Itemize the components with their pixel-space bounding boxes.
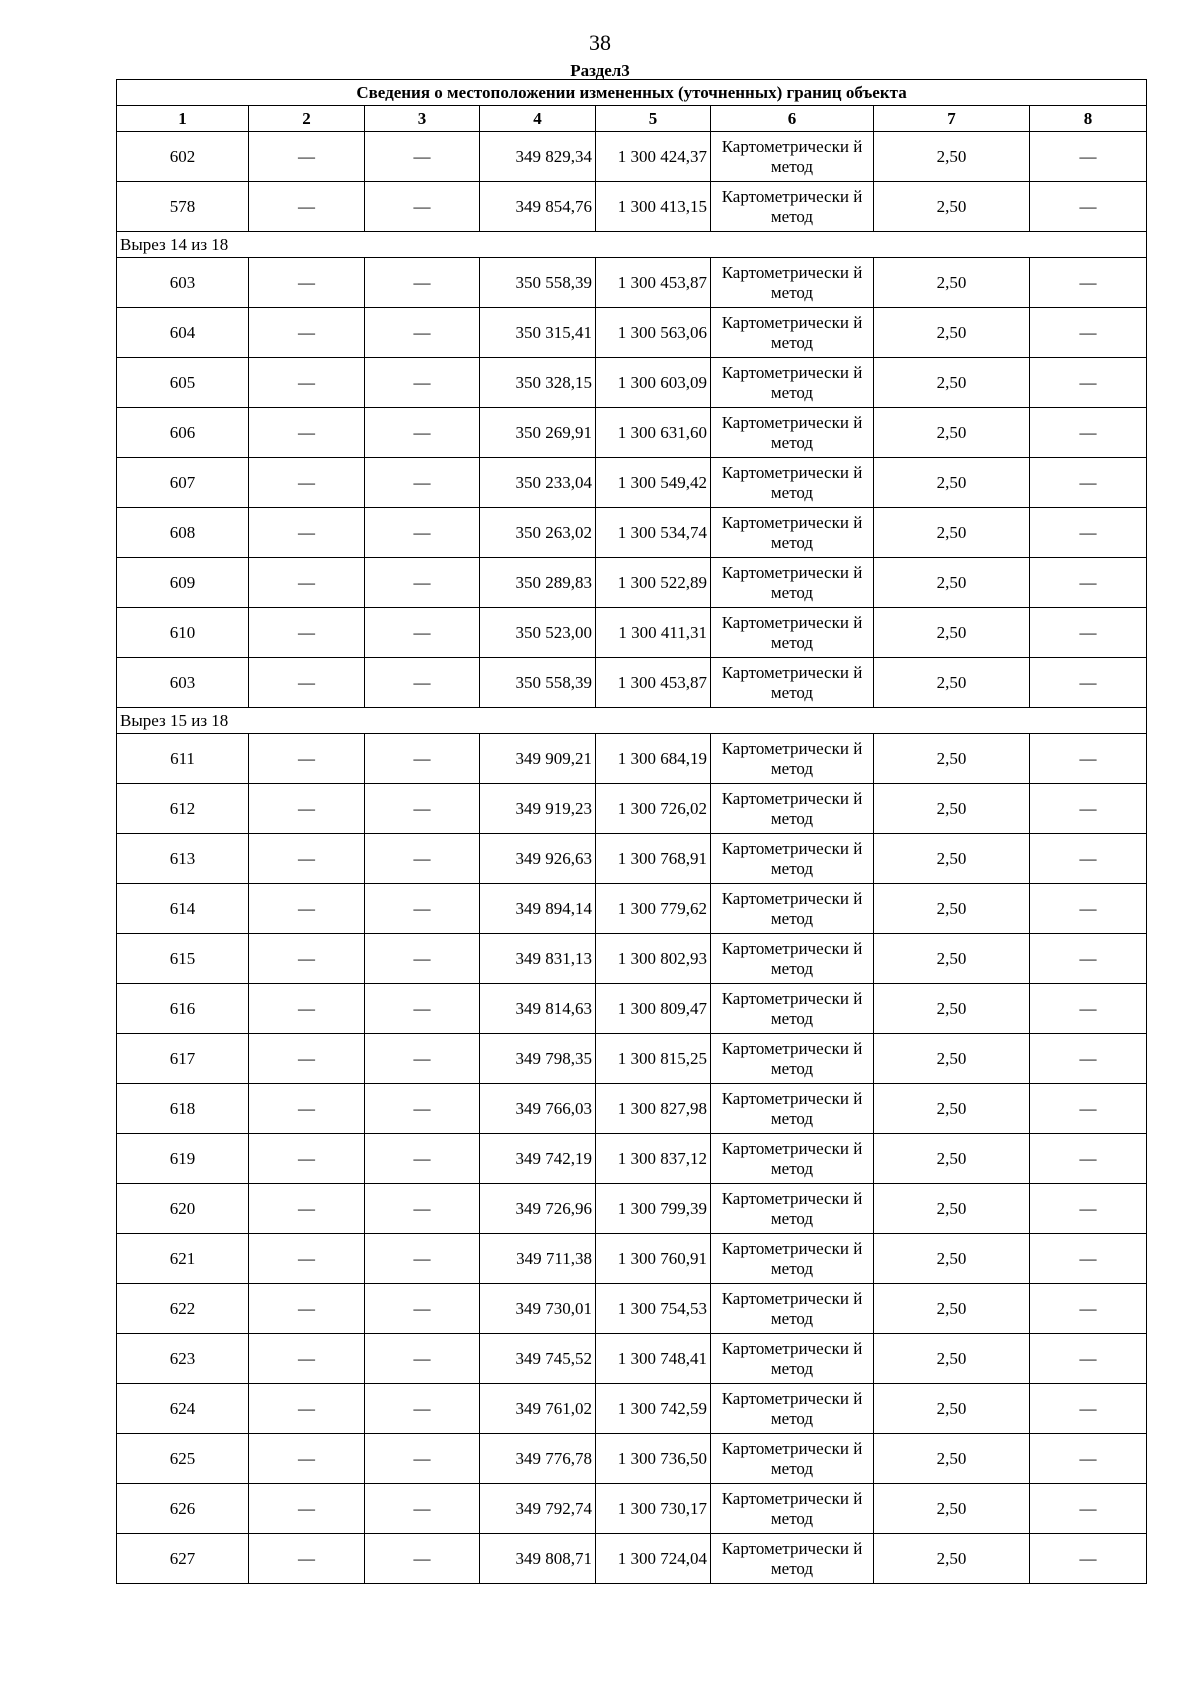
y-coordinate-cell: 1 300 534,74	[596, 508, 711, 558]
y-coordinate-cell: 1 300 726,02	[596, 784, 711, 834]
y-coordinate-cell: 1 300 424,37	[596, 132, 711, 182]
accuracy-cell: 2,50	[874, 458, 1030, 508]
x-coordinate-cell: 349 926,63	[480, 834, 596, 884]
col2-cell: —	[249, 1034, 365, 1084]
point-number-cell: 621	[117, 1234, 249, 1284]
accuracy-cell: 2,50	[874, 658, 1030, 708]
method-cell: Картометрически й метод	[711, 984, 874, 1034]
table-row	[117, 1534, 1147, 1584]
method-cell: Картометрически й метод	[711, 1084, 874, 1134]
col2-cell: —	[249, 1084, 365, 1134]
y-coordinate-cell: 1 300 631,60	[596, 408, 711, 458]
accuracy-cell: 2,50	[874, 1534, 1030, 1584]
accuracy-cell: 2,50	[874, 1084, 1030, 1134]
col3-cell: —	[365, 408, 480, 458]
col8-cell: —	[1030, 1284, 1147, 1334]
col2-cell: —	[249, 258, 365, 308]
col3-cell: —	[365, 1334, 480, 1384]
point-number-cell: 609	[117, 558, 249, 608]
point-number-cell: 603	[117, 258, 249, 308]
table-row	[117, 784, 1147, 834]
y-coordinate-cell: 1 300 563,06	[596, 308, 711, 358]
col8-cell: —	[1030, 608, 1147, 658]
table-row	[117, 1234, 1147, 1284]
col3-cell: —	[365, 834, 480, 884]
table-row	[117, 458, 1147, 508]
accuracy-cell: 2,50	[874, 258, 1030, 308]
point-number-cell: 614	[117, 884, 249, 934]
y-coordinate-cell: 1 300 413,15	[596, 182, 711, 232]
accuracy-cell: 2,50	[874, 784, 1030, 834]
y-coordinate-cell: 1 300 837,12	[596, 1134, 711, 1184]
point-number-cell: 618	[117, 1084, 249, 1134]
method-cell: Картометрически й метод	[711, 1234, 874, 1284]
col8-cell: —	[1030, 258, 1147, 308]
col3-cell: —	[365, 258, 480, 308]
point-number-cell: 624	[117, 1384, 249, 1434]
col2-cell: —	[249, 784, 365, 834]
point-number-cell: 605	[117, 358, 249, 408]
y-coordinate-cell: 1 300 411,31	[596, 608, 711, 658]
point-number-cell: 617	[117, 1034, 249, 1084]
x-coordinate-cell: 349 730,01	[480, 1284, 596, 1334]
y-coordinate-cell: 1 300 815,25	[596, 1034, 711, 1084]
col8-cell: —	[1030, 408, 1147, 458]
col3-cell: —	[365, 182, 480, 232]
x-coordinate-cell: 349 742,19	[480, 1134, 596, 1184]
x-coordinate-cell: 349 808,71	[480, 1534, 596, 1584]
col3-cell: —	[365, 1384, 480, 1434]
col3-cell: —	[365, 734, 480, 784]
col8-cell: —	[1030, 132, 1147, 182]
col8-cell: —	[1030, 784, 1147, 834]
table-caption-row	[117, 80, 1147, 106]
method-cell: Картометрически й метод	[711, 1184, 874, 1234]
cut-separator-row	[117, 708, 1147, 734]
col8-cell: —	[1030, 834, 1147, 884]
accuracy-cell: 2,50	[874, 132, 1030, 182]
col2-cell: —	[249, 1234, 365, 1284]
column-header: 5	[596, 106, 711, 132]
y-coordinate-cell: 1 300 549,42	[596, 458, 711, 508]
col3-cell: —	[365, 358, 480, 408]
point-number-cell: 619	[117, 1134, 249, 1184]
col8-cell: —	[1030, 658, 1147, 708]
method-cell: Картометрически й метод	[711, 132, 874, 182]
x-coordinate-cell: 349 798,35	[480, 1034, 596, 1084]
x-coordinate-cell: 350 289,83	[480, 558, 596, 608]
col2-cell: —	[249, 558, 365, 608]
col2-cell: —	[249, 458, 365, 508]
table-row	[117, 1184, 1147, 1234]
point-number-cell: 603	[117, 658, 249, 708]
point-number-cell: 627	[117, 1534, 249, 1584]
method-cell: Картометрически й метод	[711, 358, 874, 408]
x-coordinate-cell: 349 745,52	[480, 1334, 596, 1384]
method-cell: Картометрически й метод	[711, 1134, 874, 1184]
col3-cell: —	[365, 458, 480, 508]
table-row	[117, 934, 1147, 984]
col2-cell: —	[249, 608, 365, 658]
table-row	[117, 1434, 1147, 1484]
point-number-cell: 606	[117, 408, 249, 458]
x-coordinate-cell: 350 328,15	[480, 358, 596, 408]
table-row	[117, 884, 1147, 934]
accuracy-cell: 2,50	[874, 934, 1030, 984]
accuracy-cell: 2,50	[874, 834, 1030, 884]
accuracy-cell: 2,50	[874, 1284, 1030, 1334]
col2-cell: —	[249, 1334, 365, 1384]
y-coordinate-cell: 1 300 748,41	[596, 1334, 711, 1384]
col3-cell: —	[365, 1084, 480, 1134]
point-number-cell: 612	[117, 784, 249, 834]
col8-cell: —	[1030, 508, 1147, 558]
col3-cell: —	[365, 508, 480, 558]
col3-cell: —	[365, 1484, 480, 1534]
col8-cell: —	[1030, 1484, 1147, 1534]
table-row	[117, 182, 1147, 232]
table-row	[117, 508, 1147, 558]
accuracy-cell: 2,50	[874, 508, 1030, 558]
table-row	[117, 308, 1147, 358]
point-number-cell: 611	[117, 734, 249, 784]
accuracy-cell: 2,50	[874, 1184, 1030, 1234]
table-caption: Сведения о местоположении измененных (уточненных) границ объекта	[117, 80, 1147, 106]
point-number-cell: 622	[117, 1284, 249, 1334]
point-number-cell: 626	[117, 1484, 249, 1534]
y-coordinate-cell: 1 300 724,04	[596, 1534, 711, 1584]
col2-cell: —	[249, 408, 365, 458]
method-cell: Картометрически й метод	[711, 1284, 874, 1334]
method-cell: Картометрически й метод	[711, 558, 874, 608]
method-cell: Картометрически й метод	[711, 458, 874, 508]
table-body	[117, 80, 1147, 1584]
accuracy-cell: 2,50	[874, 734, 1030, 784]
y-coordinate-cell: 1 300 827,98	[596, 1084, 711, 1134]
x-coordinate-cell: 349 894,14	[480, 884, 596, 934]
method-cell: Картометрически й метод	[711, 934, 874, 984]
col8-cell: —	[1030, 1534, 1147, 1584]
cut-label: Вырез 15 из 18	[117, 708, 1147, 734]
table-row	[117, 408, 1147, 458]
table-row	[117, 984, 1147, 1034]
method-cell: Картометрически й метод	[711, 784, 874, 834]
col3-cell: —	[365, 1134, 480, 1184]
cut-separator-row	[117, 232, 1147, 258]
method-cell: Картометрически й метод	[711, 1534, 874, 1584]
column-header: 1	[117, 106, 249, 132]
col3-cell: —	[365, 1284, 480, 1334]
table-row	[117, 1134, 1147, 1184]
point-number-cell: 615	[117, 934, 249, 984]
method-cell: Картометрически й метод	[711, 1334, 874, 1384]
col8-cell: —	[1030, 1334, 1147, 1384]
y-coordinate-cell: 1 300 603,09	[596, 358, 711, 408]
col3-cell: —	[365, 132, 480, 182]
method-cell: Картометрически й метод	[711, 1484, 874, 1534]
accuracy-cell: 2,50	[874, 1384, 1030, 1434]
point-number-cell: 625	[117, 1434, 249, 1484]
x-coordinate-cell: 350 269,91	[480, 408, 596, 458]
col8-cell: —	[1030, 308, 1147, 358]
column-header: 7	[874, 106, 1030, 132]
accuracy-cell: 2,50	[874, 358, 1030, 408]
col8-cell: —	[1030, 1384, 1147, 1434]
method-cell: Картометрически й метод	[711, 658, 874, 708]
y-coordinate-cell: 1 300 730,17	[596, 1484, 711, 1534]
x-coordinate-cell: 349 726,96	[480, 1184, 596, 1234]
y-coordinate-cell: 1 300 754,53	[596, 1284, 711, 1334]
y-coordinate-cell: 1 300 799,39	[596, 1184, 711, 1234]
accuracy-cell: 2,50	[874, 984, 1030, 1034]
col8-cell: —	[1030, 934, 1147, 984]
col8-cell: —	[1030, 558, 1147, 608]
point-number-cell: 623	[117, 1334, 249, 1384]
table-row	[117, 834, 1147, 884]
table-row	[117, 258, 1147, 308]
col3-cell: —	[365, 884, 480, 934]
section-title: Раздел3	[570, 61, 630, 80]
column-header: 8	[1030, 106, 1147, 132]
x-coordinate-cell: 349 814,63	[480, 984, 596, 1034]
col2-cell: —	[249, 1434, 365, 1484]
point-number-cell: 607	[117, 458, 249, 508]
coordinates-table	[116, 79, 1147, 1584]
x-coordinate-cell: 349 829,34	[480, 132, 596, 182]
column-header: 6	[711, 106, 874, 132]
table-row	[117, 608, 1147, 658]
method-cell: Картометрически й метод	[711, 182, 874, 232]
col8-cell: —	[1030, 358, 1147, 408]
col8-cell: —	[1030, 884, 1147, 934]
table-row	[117, 1084, 1147, 1134]
y-coordinate-cell: 1 300 522,89	[596, 558, 711, 608]
col2-cell: —	[249, 734, 365, 784]
x-coordinate-cell: 349 909,21	[480, 734, 596, 784]
x-coordinate-cell: 349 919,23	[480, 784, 596, 834]
col8-cell: —	[1030, 1234, 1147, 1284]
column-header: 4	[480, 106, 596, 132]
table-row	[117, 1034, 1147, 1084]
method-cell: Картометрически й метод	[711, 1034, 874, 1084]
x-coordinate-cell: 349 761,02	[480, 1384, 596, 1434]
method-cell: Картометрически й метод	[711, 834, 874, 884]
method-cell: Картометрически й метод	[711, 1384, 874, 1434]
y-coordinate-cell: 1 300 453,87	[596, 658, 711, 708]
col2-cell: —	[249, 1184, 365, 1234]
x-coordinate-cell: 350 558,39	[480, 258, 596, 308]
col8-cell: —	[1030, 1134, 1147, 1184]
method-cell: Картометрически й метод	[711, 258, 874, 308]
method-cell: Картометрически й метод	[711, 608, 874, 658]
x-coordinate-cell: 350 315,41	[480, 308, 596, 358]
accuracy-cell: 2,50	[874, 1034, 1030, 1084]
x-coordinate-cell: 350 263,02	[480, 508, 596, 558]
point-number-cell: 604	[117, 308, 249, 358]
method-cell: Картометрически й метод	[711, 1434, 874, 1484]
y-coordinate-cell: 1 300 802,93	[596, 934, 711, 984]
col2-cell: —	[249, 508, 365, 558]
cut-label: Вырез 14 из 18	[117, 232, 1147, 258]
y-coordinate-cell: 1 300 809,47	[596, 984, 711, 1034]
col2-cell: —	[249, 182, 365, 232]
x-coordinate-cell: 350 523,00	[480, 608, 596, 658]
col3-cell: —	[365, 934, 480, 984]
method-cell: Картометрически й метод	[711, 508, 874, 558]
col3-cell: —	[365, 1184, 480, 1234]
col8-cell: —	[1030, 1084, 1147, 1134]
accuracy-cell: 2,50	[874, 1134, 1030, 1184]
table-header-row	[117, 106, 1147, 132]
method-cell: Картометрически й метод	[711, 408, 874, 458]
y-coordinate-cell: 1 300 760,91	[596, 1234, 711, 1284]
x-coordinate-cell: 349 831,13	[480, 934, 596, 984]
col8-cell: —	[1030, 1434, 1147, 1484]
point-number-cell: 610	[117, 608, 249, 658]
point-number-cell: 602	[117, 132, 249, 182]
accuracy-cell: 2,50	[874, 1234, 1030, 1284]
col3-cell: —	[365, 608, 480, 658]
x-coordinate-cell: 349 792,74	[480, 1484, 596, 1534]
col3-cell: —	[365, 1034, 480, 1084]
table-row	[117, 658, 1147, 708]
y-coordinate-cell: 1 300 779,62	[596, 884, 711, 934]
col3-cell: —	[365, 1534, 480, 1584]
col3-cell: —	[365, 558, 480, 608]
table-row	[117, 1334, 1147, 1384]
x-coordinate-cell: 349 766,03	[480, 1084, 596, 1134]
point-number-cell: 608	[117, 508, 249, 558]
method-cell: Картометрически й метод	[711, 308, 874, 358]
table-row	[117, 1284, 1147, 1334]
table-row	[117, 1384, 1147, 1434]
col2-cell: —	[249, 1484, 365, 1534]
table-row	[117, 558, 1147, 608]
accuracy-cell: 2,50	[874, 558, 1030, 608]
col8-cell: —	[1030, 984, 1147, 1034]
table-row	[117, 734, 1147, 784]
col3-cell: —	[365, 984, 480, 1034]
accuracy-cell: 2,50	[874, 1334, 1030, 1384]
col8-cell: —	[1030, 1184, 1147, 1234]
point-number-cell: 620	[117, 1184, 249, 1234]
col3-cell: —	[365, 658, 480, 708]
col2-cell: —	[249, 1134, 365, 1184]
x-coordinate-cell: 350 558,39	[480, 658, 596, 708]
col2-cell: —	[249, 358, 365, 408]
table-row	[117, 132, 1147, 182]
accuracy-cell: 2,50	[874, 408, 1030, 458]
point-number-cell: 578	[117, 182, 249, 232]
col2-cell: —	[249, 1284, 365, 1334]
y-coordinate-cell: 1 300 768,91	[596, 834, 711, 884]
x-coordinate-cell: 349 711,38	[480, 1234, 596, 1284]
col2-cell: —	[249, 934, 365, 984]
point-number-cell: 613	[117, 834, 249, 884]
col3-cell: —	[365, 1434, 480, 1484]
col3-cell: —	[365, 1234, 480, 1284]
method-cell: Картометрически й метод	[711, 734, 874, 784]
point-number-cell: 616	[117, 984, 249, 1034]
y-coordinate-cell: 1 300 742,59	[596, 1384, 711, 1434]
accuracy-cell: 2,50	[874, 884, 1030, 934]
accuracy-cell: 2,50	[874, 182, 1030, 232]
x-coordinate-cell: 349 854,76	[480, 182, 596, 232]
col8-cell: —	[1030, 182, 1147, 232]
table-row	[117, 358, 1147, 408]
method-cell: Картометрически й метод	[711, 884, 874, 934]
col2-cell: —	[249, 658, 365, 708]
accuracy-cell: 2,50	[874, 308, 1030, 358]
y-coordinate-cell: 1 300 453,87	[596, 258, 711, 308]
y-coordinate-cell: 1 300 684,19	[596, 734, 711, 784]
x-coordinate-cell: 349 776,78	[480, 1434, 596, 1484]
col2-cell: —	[249, 984, 365, 1034]
accuracy-cell: 2,50	[874, 608, 1030, 658]
col8-cell: —	[1030, 458, 1147, 508]
col2-cell: —	[249, 1384, 365, 1434]
col2-cell: —	[249, 884, 365, 934]
col2-cell: —	[249, 132, 365, 182]
accuracy-cell: 2,50	[874, 1484, 1030, 1534]
table-row	[117, 1484, 1147, 1534]
col8-cell: —	[1030, 734, 1147, 784]
y-coordinate-cell: 1 300 736,50	[596, 1434, 711, 1484]
col2-cell: —	[249, 834, 365, 884]
page-number: 38	[589, 30, 611, 55]
x-coordinate-cell: 350 233,04	[480, 458, 596, 508]
col2-cell: —	[249, 308, 365, 358]
column-header: 3	[365, 106, 480, 132]
col3-cell: —	[365, 784, 480, 834]
col2-cell: —	[249, 1534, 365, 1584]
col8-cell: —	[1030, 1034, 1147, 1084]
accuracy-cell: 2,50	[874, 1434, 1030, 1484]
col3-cell: —	[365, 308, 480, 358]
column-header: 2	[249, 106, 365, 132]
